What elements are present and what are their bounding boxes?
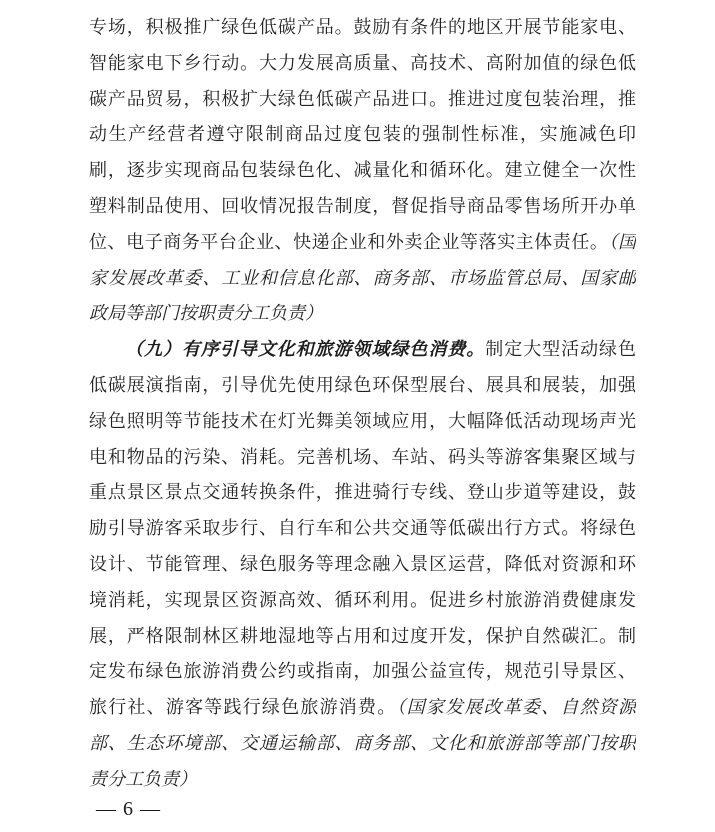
text-line-13	[89, 440, 636, 476]
text-line-4	[89, 117, 636, 153]
text-line-15	[89, 511, 636, 547]
text-line-10	[89, 332, 636, 368]
text-line-7	[89, 225, 636, 261]
text-segment-dept: 责分工负责）	[89, 768, 197, 789]
text-segment-dept: （国家发展改革委、自然资源	[396, 697, 636, 718]
text-segment-normal: 碳产品贸易，积极扩大绿色低碳产品进口。推进过度包装治理，推	[89, 88, 636, 109]
document-body	[89, 10, 636, 798]
text-segment-normal: 境消耗，实现景区资源高效、循环利用。促进乡村旅游消费健康发	[89, 589, 636, 610]
text-segment-normal: 刷，逐步实现商品包装绿色化、减量化和循环化。建立健全一次性	[89, 160, 636, 181]
text-segment-normal: 电和物品的污染、消耗。完善机场、车站、码头等游客集聚区域与	[89, 446, 636, 467]
text-segment-normal: 励引导游客采取步行、自行车和公共交通等低碳出行方式。将绿色	[89, 518, 636, 539]
text-segment-dept: 家发展改革委、工业和信息化部、商务部、市场监管总局、国家邮	[89, 267, 636, 288]
text-segment-normal: 定发布绿色旅游消费公约或指南，加强公益宣传，规范引导景区、	[89, 661, 636, 682]
text-line-22	[89, 762, 636, 798]
text-segment-normal: 制定大型活动绿色	[485, 339, 636, 360]
text-segment-normal: 设计、节能管理、绿色服务等理念融入景区运营，降低对资源和环	[89, 553, 636, 574]
text-segment-normal: 绿色照明等节能技术在灯光舞美领域应用，大幅降低活动现场声光	[89, 410, 636, 431]
text-line-1	[89, 10, 636, 46]
text-segment-normal: 智能家电下乡行动。大力发展高质量、高技术、高附加值的绿色低	[89, 52, 636, 73]
text-segment-normal: 展，严格限制林区耕地湿地等占用和过度开发，保护自然碳汇。制	[89, 625, 636, 646]
text-line-21	[89, 726, 636, 762]
text-segment-normal: 动生产经营者遵守限制商品过度包装的强制性标准，实施减色印	[89, 124, 636, 145]
text-segment-normal: 重点景区景点交通转换条件，推进骑行专线、登山步道等建设，鼓	[89, 482, 636, 503]
text-line-3	[89, 82, 636, 118]
text-segment-normal: 旅行社、游客等践行绿色旅游消费。	[89, 697, 397, 718]
text-line-11	[89, 368, 636, 404]
text-segment-normal: 位、电子商务平台企业、快递企业和外卖企业等落实主体责任。	[89, 231, 609, 252]
text-line-16	[89, 547, 636, 583]
text-line-12	[89, 404, 636, 440]
text-segment-normal: 塑料制品使用、回收情况报告制度，督促指导商品零售场所开办单	[89, 195, 636, 216]
text-segment-dept: （国	[608, 231, 636, 252]
text-segment-normal: 专场，积极推广绿色低碳产品。鼓励有条件的地区开展节能家电、	[89, 17, 636, 37]
text-line-5	[89, 153, 636, 189]
text-line-8	[89, 261, 636, 297]
text-line-17	[89, 583, 636, 619]
text-line-14	[89, 475, 636, 511]
text-line-19	[89, 654, 636, 690]
text-line-18	[89, 619, 636, 655]
text-line-6	[89, 189, 636, 225]
text-line-2	[89, 46, 636, 82]
page-number: — 6 —	[96, 798, 161, 820]
text-segment-dept: 政局等部门按职责分工负责）	[89, 303, 323, 324]
text-segment-heading: （九）有序引导文化和旅游领域绿色消费。	[125, 339, 486, 360]
text-line-9	[89, 296, 636, 332]
text-line-20	[89, 690, 636, 726]
text-segment-normal: 低碳展演指南，引导优先使用绿色环保型展台、展具和展装，加强	[89, 374, 636, 395]
text-segment-dept: 部、生态环境部、交通运输部、商务部、文化和旅游部等部门按职	[89, 732, 636, 753]
